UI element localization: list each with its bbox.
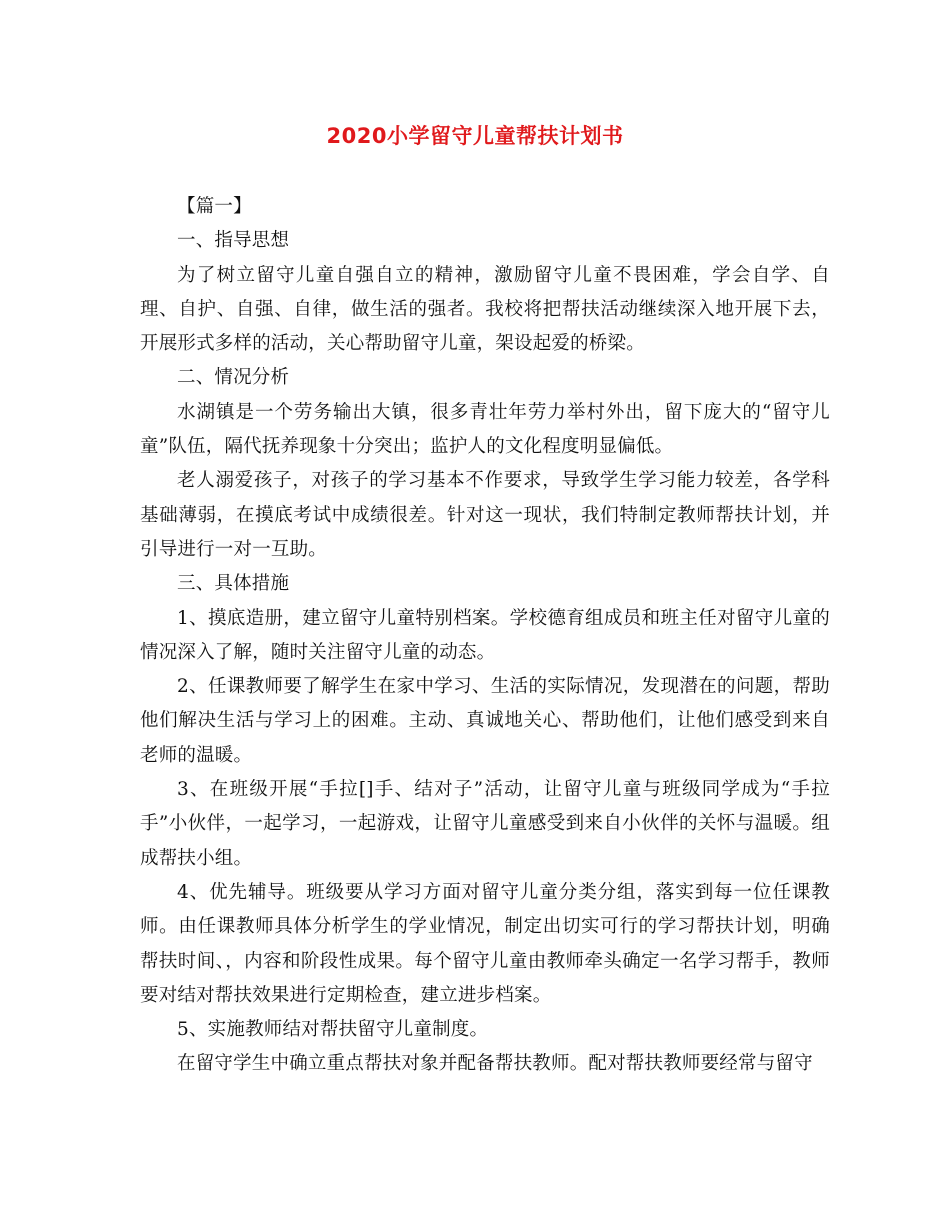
paragraph: 4、优先辅导。班级要从学习方面对留守儿童分类分组，落实到每一位任课教师。由任课教师具体分析学生的学业情况，制定出切实可行的学习帮扶计划，明确帮扶时间、，内容和阶段性成果。每个留守儿童由教师牵头确定一名学习帮手，教师要对结对帮扶效果进行定期检查，建立进步档案。: [140, 881, 830, 1006]
paragraph: 为了树立留守儿童自强自立的精神，激励留守儿童不畏困难，学会自学、自理、自护、自强、自律，做生活的强者。我校将把帮扶活动继续深入地开展下去，开展形式多样的活动，关心帮助留守儿童，架设起爱的桥梁。: [140, 264, 830, 355]
document-body: [140, 190, 830, 1082]
heading-guiding-ideology: 一、指导思想: [177, 230, 290, 252]
paragraph: 5、实施教师结对帮扶留守儿童制度。: [177, 1019, 489, 1041]
paragraph: 2、任课教师要了解学生在家中学习、生活的实际情况，发现潜在的问题，帮助他们解决生活与学习上的困难。主动、真诚地关心、帮助他们，让他们感受到来自老师的温暖。: [140, 676, 830, 766]
paragraph: 3、在班级开展“手拉[]手、结对子”活动，让留守儿童与班级同学成为“手拉手”小伙伴，一起学习，一起游戏，让留守儿童感受到来自小伙伴的关怀与温暖。组成帮扶小组。: [140, 779, 830, 869]
paragraph: 在留守学生中确立重点帮扶对象并配备帮扶教师。配对帮扶教师要经常与留守: [177, 1053, 813, 1075]
paragraph: 水湖镇是一个劳务输出大镇，很多青壮年劳力举村外出，留下庞大的“留守儿童”队伍，隔代抚养现象十分突出；监护人的文化程度明显偏低。: [140, 401, 830, 458]
document-title: 2020小学留守儿童帮扶计划书: [326, 124, 624, 148]
heading-situation-analysis: 二、情况分析: [177, 367, 290, 389]
paragraph: 老人溺爱孩子，对孩子的学习基本不作要求，导致学生学习能力较差，各学科基础薄弱，在摸底考试中成绩很差。针对这一现状，我们特制定教师帮扶计划，并引导进行一对一互助。: [140, 470, 830, 560]
paragraph: 1、摸底造册，建立留守儿童特别档案。学校德育组成员和班主任对留守儿童的情况深入了解，随时关注留守儿童的动态。: [140, 607, 830, 663]
heading-specific-measures: 三、具体措施: [177, 573, 290, 595]
paragraph-section-heading: 【篇一】: [177, 196, 252, 217]
